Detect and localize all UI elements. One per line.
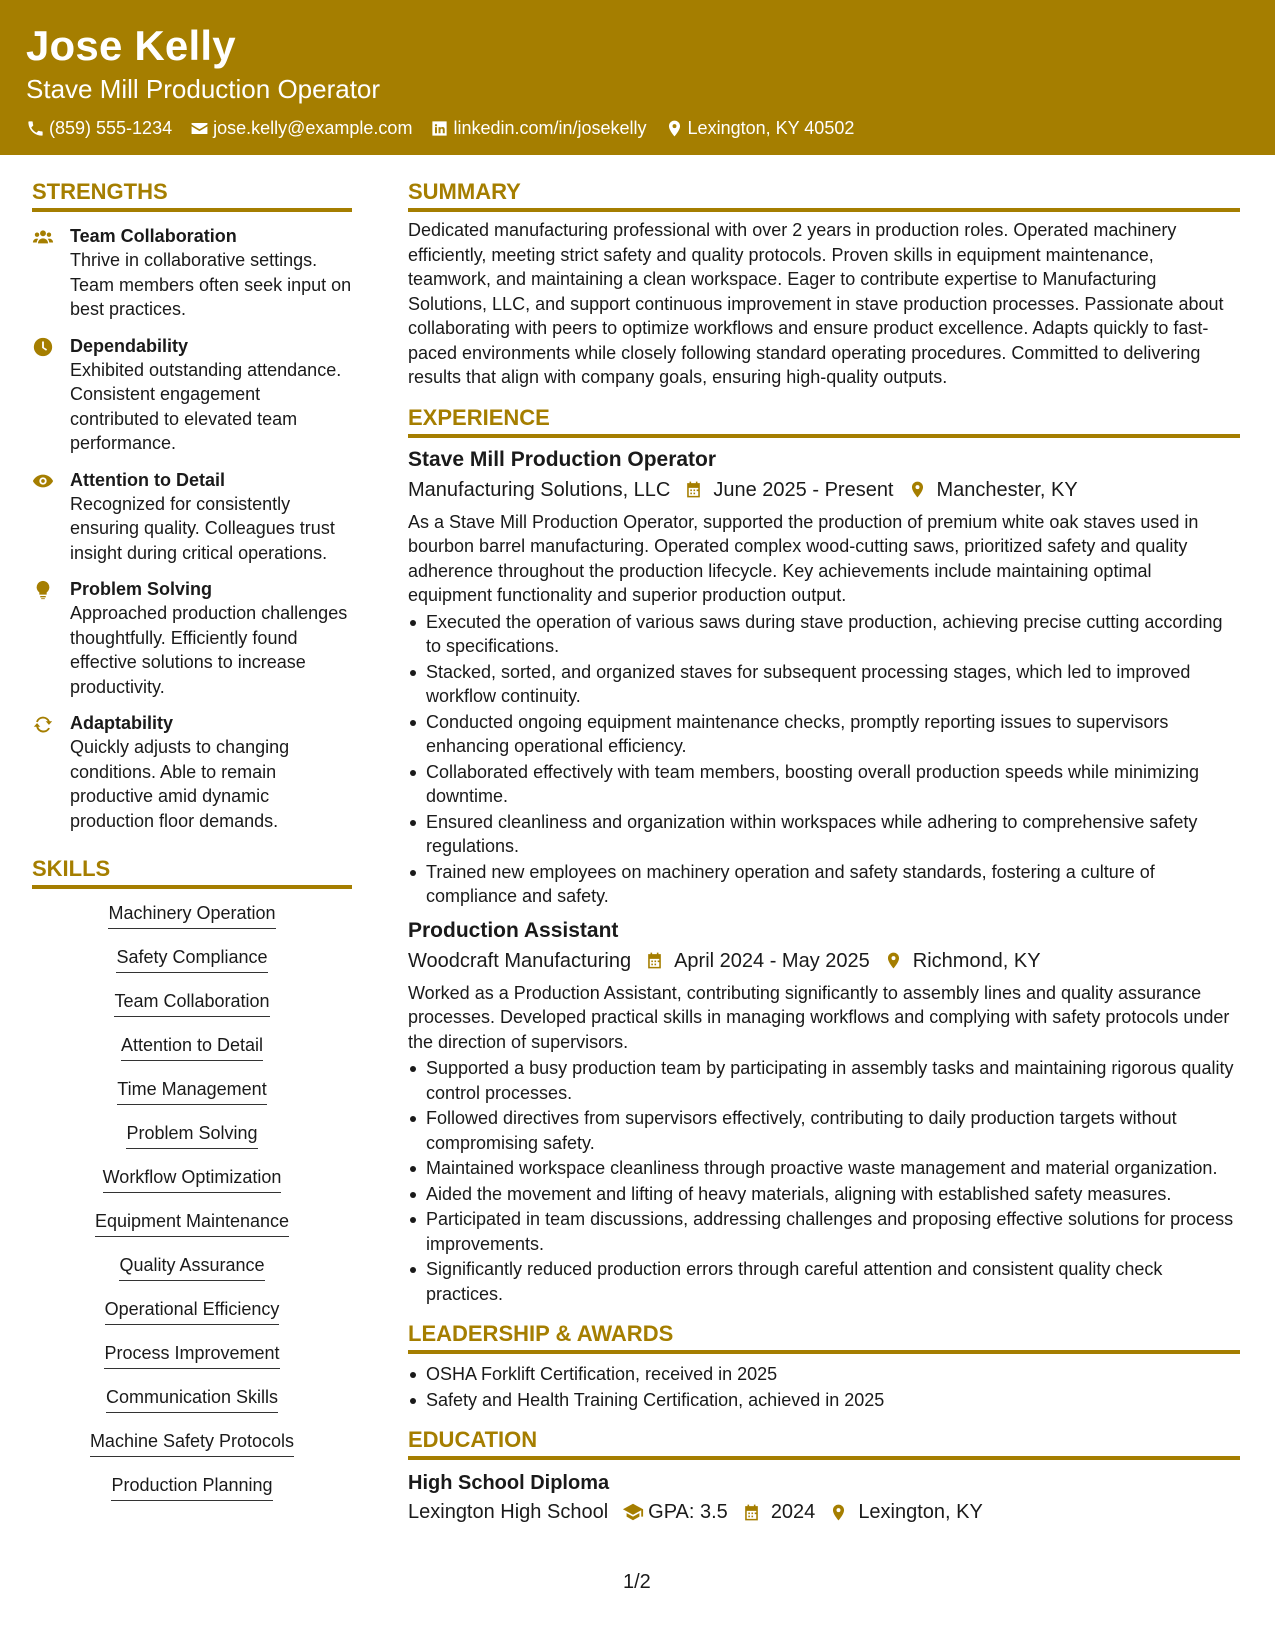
strength-title: Team Collaboration <box>70 226 237 246</box>
strength-desc: Recognized for consistently ensuring quality. Colleagues trust insight during critical operations. <box>70 493 335 563</box>
job-location-text: Manchester, KY <box>936 478 1078 501</box>
job-dates-text: June 2025 - Present <box>713 478 894 501</box>
calendar-icon <box>684 480 703 499</box>
strength-title: Attention to Detail <box>70 469 225 490</box>
job-dates-text: April 2024 - May 2025 <box>674 949 870 972</box>
skill-item: Attention to Detail <box>121 1033 263 1061</box>
skill-item: Machinery Operation <box>108 901 275 929</box>
job-meta <box>408 947 1240 975</box>
job-title: Production Assistant <box>408 918 619 942</box>
job-bullet: Trained new employees on machinery operation and safety standards, fostering a culture of compliance and safety. <box>408 860 1240 909</box>
strength-item <box>32 468 352 566</box>
summary-text: Dedicated manufacturing professional with over 2 years in production roles. Operated machinery efficiently, meeting strict safety and quality protocols. Proven skills in equipment maintenance, teamwork, and maintaining a clean workspace. Eager to contribute expertise to Manufacturing Solutions, LLC, and support continuous improvement in stave production processes. Passionate about collaborating with peers to optimize workflows and ensure product excellence. Adapts quickly to fast-paced environments while closely following standard operating procedures. Committed to delivering results that align with company goals, ensuring high-quality outputs. <box>408 220 1224 387</box>
job-entry <box>408 917 1240 1307</box>
skills-list <box>32 901 352 1517</box>
strength-desc: Quickly adjusts to changing conditions. Able to remain productive amid dynamic production floor demands. <box>70 737 290 831</box>
skill-item: Safety Compliance <box>116 945 267 973</box>
skill-item: Machine Safety Protocols <box>90 1429 294 1457</box>
calendar-icon <box>645 951 664 970</box>
graduation-cap-icon <box>622 1501 644 1523</box>
lightbulb-icon <box>32 579 54 601</box>
left-column <box>32 178 352 1517</box>
summary-heading: SUMMARY <box>408 178 1240 212</box>
school-name: Lexington High School <box>408 1501 609 1523</box>
skill-item: Equipment Maintenance <box>95 1209 289 1237</box>
mail-icon <box>190 119 209 138</box>
map-pin-icon <box>884 951 903 970</box>
strength-desc: Thrive in collaborative settings. Team members often seek input on best practices. <box>70 250 352 319</box>
job-company: Woodcraft Manufacturing <box>408 949 632 972</box>
strength-item <box>32 577 352 699</box>
contact-location <box>665 116 855 140</box>
education-location <box>829 1498 983 1526</box>
job-dates <box>645 947 870 975</box>
skill-item: Quality Assurance <box>119 1253 264 1281</box>
contact-bar <box>26 116 1249 140</box>
job-bullet: Participated in team discussions, addressing challenges and proposing effective solutions for process improvements. <box>408 1207 1240 1256</box>
skill-item: Communication Skills <box>106 1385 278 1413</box>
skill-item: Problem Solving <box>126 1121 257 1149</box>
education-heading: EDUCATION <box>408 1426 1240 1460</box>
clock-icon <box>32 336 54 358</box>
degree-title: High School Diploma <box>408 1472 610 1494</box>
job-meta <box>408 476 1240 504</box>
skill-item: Process Improvement <box>104 1341 279 1369</box>
strength-item <box>32 334 352 456</box>
eye-icon <box>32 470 54 492</box>
gpa-text: GPA: 3.5 <box>648 1501 728 1523</box>
users-icon <box>32 226 54 248</box>
award-item: Safety and Health Training Certification, achieved in 2025 <box>408 1388 1240 1413</box>
education-gpa <box>622 1498 728 1526</box>
resume-header <box>0 0 1275 155</box>
skill-item: Operational Efficiency <box>105 1297 280 1325</box>
phone-text: (859) 555-1234 <box>49 118 173 138</box>
phone-icon <box>26 119 45 138</box>
job-bullet: Conducted ongoing equipment maintenance checks, promptly reporting issues to supervisors enhancing operational efficiency. <box>408 710 1240 759</box>
job-location <box>908 476 1078 504</box>
awards-heading: LEADERSHIP & AWARDS <box>408 1320 1240 1354</box>
job-location <box>884 947 1041 975</box>
candidate-title: Stave Mill Production Operator <box>26 74 381 104</box>
award-item: OSHA Forklift Certification, received in 2025 <box>408 1362 1240 1387</box>
job-bullet: Supported a busy production team by participating in assembly tasks and maintaining rigorous quality control processes. <box>408 1056 1240 1105</box>
linkedin-icon <box>430 119 449 138</box>
right-column <box>408 178 1240 1526</box>
location-text: Lexington, KY 40502 <box>687 118 855 138</box>
strengths-list <box>32 224 352 833</box>
strength-title: Problem Solving <box>70 579 213 599</box>
skill-item: Workflow Optimization <box>103 1165 282 1193</box>
strength-item <box>32 224 352 322</box>
strength-item <box>32 711 352 833</box>
job-title: Stave Mill Production Operator <box>408 447 717 471</box>
job-bullets <box>408 1056 1240 1306</box>
education-year <box>742 1498 816 1526</box>
job-bullet: Stacked, sorted, and organized staves for subsequent processing stages, which led to improved workflow continuity. <box>408 660 1240 709</box>
awards-list <box>408 1362 1240 1412</box>
experience-heading: EXPERIENCE <box>408 404 1240 438</box>
job-bullet: Aided the movement and lifting of heavy materials, aligning with established safety measures. <box>408 1182 1240 1207</box>
contact-phone[interactable] <box>26 116 172 140</box>
sync-icon <box>32 713 54 735</box>
skill-item: Team Collaboration <box>114 989 269 1017</box>
job-bullet: Executed the operation of various saws during stave production, achieving precise cutting according to specifications. <box>408 610 1240 659</box>
email-text: jose.kelly@example.com <box>213 118 413 138</box>
job-description: As a Stave Mill Production Operator, supported the production of premium white oak staves used in bourbon barrel manufacturing. Operated complex wood-cutting saws, prioritized safety and quality adherence throughout the production lifecycle. Key achievements include maintaining optimal equipment functionality and superior production output. <box>408 511 1199 605</box>
education-location-text: Lexington, KY <box>858 1501 983 1523</box>
job-bullet: Significantly reduced production errors through careful attention and consistent quality check practices. <box>408 1257 1240 1306</box>
job-bullet: Collaborated effectively with team members, boosting overall production speeds while minimizing downtime. <box>408 760 1240 809</box>
skills-heading: SKILLS <box>32 855 352 889</box>
job-location-text: Richmond, KY <box>912 949 1041 972</box>
skill-item: Production Planning <box>111 1473 272 1501</box>
job-bullet: Ensured cleanliness and organization within workspaces while adhering to comprehensive safety regulations. <box>408 810 1240 859</box>
job-dates <box>684 476 893 504</box>
map-pin-icon <box>665 119 684 138</box>
contact-linkedin[interactable] <box>430 116 646 140</box>
education-meta <box>408 1498 1240 1526</box>
strengths-heading: STRENGTHS <box>32 178 352 212</box>
candidate-name: Jose Kelly <box>26 22 236 69</box>
strength-title: Adaptability <box>70 713 174 733</box>
job-bullet: Maintained workspace cleanliness through proactive waste management and material organization. <box>408 1156 1240 1181</box>
strength-title: Dependability <box>70 335 189 356</box>
strength-desc: Exhibited outstanding attendance. Consistent engagement contributed to elevated team performance. <box>70 359 342 453</box>
skill-item: Time Management <box>117 1077 266 1105</box>
map-pin-icon <box>829 1503 848 1522</box>
calendar-icon <box>742 1503 761 1522</box>
map-pin-icon <box>908 480 927 499</box>
linkedin-text: linkedin.com/in/josekelly <box>453 118 647 138</box>
strength-desc: Approached production challenges thoughtfully. Efficiently found effective solutions to increase productivity. <box>70 603 348 697</box>
job-bullet: Followed directives from supervisors effectively, contributing to daily production targets without compromising safety. <box>408 1106 1240 1155</box>
page-number: 1/2 <box>623 1571 651 1593</box>
contact-email[interactable] <box>190 116 412 140</box>
job-entry <box>408 446 1240 909</box>
job-bullets <box>408 610 1240 909</box>
job-description: Worked as a Production Assistant, contributing significantly to assembly lines and quality assurance processes. Developed practical skills in managing workflows and complying with safety protocols under the direction of supervisors. <box>408 982 1230 1052</box>
education-year-text: 2024 <box>770 1501 816 1523</box>
job-company: Manufacturing Solutions, LLC <box>408 478 671 501</box>
